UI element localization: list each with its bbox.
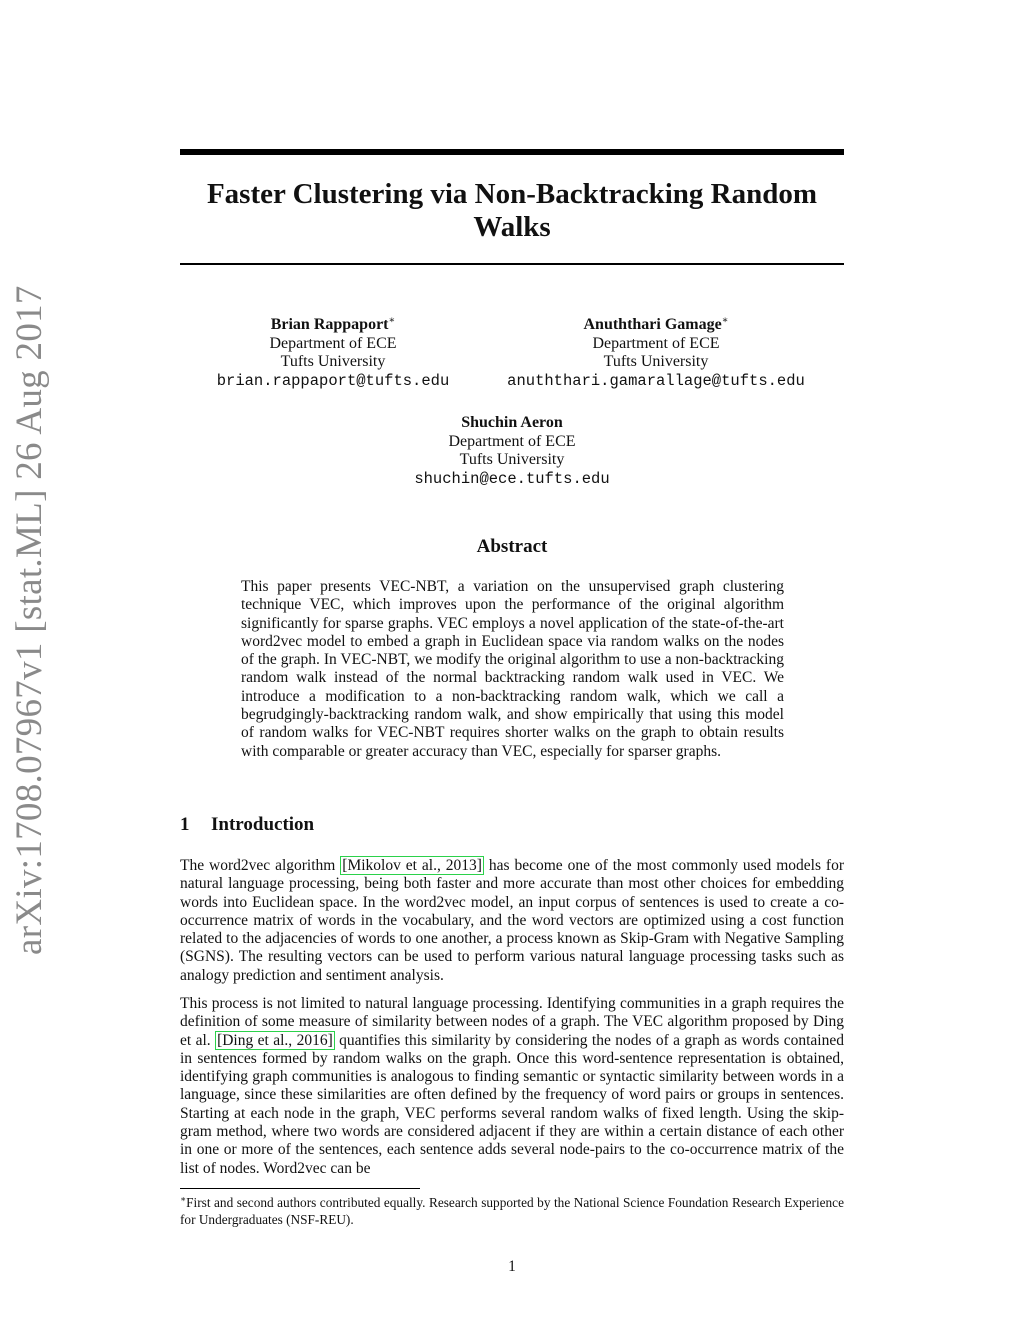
author-univ: Tufts University <box>603 353 709 370</box>
citation-link[interactable]: [Ding et al., 2016] <box>217 1031 333 1049</box>
arxiv-identifier: arXiv:1708.07967v1 [stat.ML] 26 Aug 2017 <box>9 285 50 955</box>
paragraph-text: quantifies this similarity by considering the nodes of a graph as words contained in sentences formed by random walks on the graph. Once this word-sentence representation is obtained, identifying graph communities is analogous to finding semantic or syntactic similarity between words in a language, since these similarities are often defined by the frequency of word pairs or groups in sentences. Starting at each node in the graph, VEC performs several random walks of fixed length. Using the skip-gram method, where two words are considered adjacent if they are within a certain distance of each other in one or more of the sentences, each sentence adds several node-pairs to the co-occurrence matrix of the list of nodes. Word2vec can be <box>180 1031 844 1177</box>
footnote-text: First and second authors contributed equally. Research supported by the National Science Foundation Research Experience for Undergraduates (NSF-REU). <box>180 1195 844 1227</box>
section-title: Introduction <box>211 814 315 835</box>
author-name: Shuchin Aeron <box>461 414 563 431</box>
intro-paragraph-2 <box>180 995 844 1178</box>
author-email[interactable]: anuththari.gamarallage@tufts.edu <box>507 371 805 390</box>
author-mark: ∗ <box>388 315 396 326</box>
footnote-rule <box>180 1188 420 1189</box>
paragraph-text: has become one of the most commonly used models for natural language processing, being both faster and more accurate than most other choices for embedding words into Euclidean space. In the word2vec model, an input corpus of sentences is used to create a co-occurrence matrix of words in the vocabulary, and the word vectors are optimized using a cost function related to the adjacencies of words to one another, a process known as Skip-Gram with Negative Sampling (SGNS). The resulting vectors can be used to perform various natural language processing tasks such as analogy prediction and sentiment analysis. <box>180 857 845 984</box>
author-block-2 <box>486 312 826 390</box>
footnote <box>180 1191 844 1228</box>
paragraph-text: The word2vec algorithm <box>180 857 341 874</box>
author-dept: Department of ECE <box>592 334 720 352</box>
paragraph-text: This process is not limited to natural language processing. Identifying communities in a graph requires the definition of some measure of similarity between nodes of a graph. The VEC algorithm proposed by Ding et al. <box>180 995 844 1049</box>
author-email[interactable]: shuchin@ece.tufts.edu <box>414 469 610 488</box>
author-block-3 <box>362 414 662 488</box>
title-rule-top <box>180 149 844 155</box>
author-name: Anuththari Gamage <box>583 316 722 333</box>
title-rule-bottom <box>180 263 844 265</box>
author-univ: Tufts University <box>459 451 565 468</box>
section-heading <box>180 814 314 836</box>
author-name: Brian Rappaport <box>270 316 389 333</box>
paper-title: Faster Clustering via Non-Backtracking Random Walks <box>206 178 818 243</box>
author-dept: Department of ECE <box>269 334 397 352</box>
author-email[interactable]: brian.rappaport@tufts.edu <box>216 371 450 390</box>
author-block-1 <box>183 312 483 390</box>
author-dept: Department of ECE <box>448 432 576 450</box>
footnote-mark: ∗ <box>180 1194 187 1204</box>
author-mark: ∗ <box>721 315 729 326</box>
abstract-text: This paper presents VEC-NBT, a variation on the unsupervised graph clustering technique VEC, which improves upon the performance of the original algorithm significantly for sparse graphs. VEC employs a novel application of the state-of-the-art word2vec model to embed a graph in Euclidean space via random walks on the nodes of the graph. In VEC-NBT, we modify the original algorithm to use a non-backtracking random walk instead of the normal backtracking random walk used in VEC. We introduce a modification to a non-backtracking random walk, which we call a begrudgingly-backtracking random walk, and show empirically that using this model of random walks for VEC-NBT requires shorter walks on the graph to obtain results with comparable or greater accuracy than VEC, especially for sparser graphs. <box>241 578 784 760</box>
author-univ: Tufts University <box>280 353 386 370</box>
intro-paragraph-1 <box>180 857 844 985</box>
section-number: 1 <box>180 814 190 835</box>
citation-link[interactable]: [Mikolov et al., 2013] <box>342 857 482 874</box>
abstract-heading: Abstract <box>476 536 548 557</box>
page-number: 1 <box>508 1258 516 1275</box>
